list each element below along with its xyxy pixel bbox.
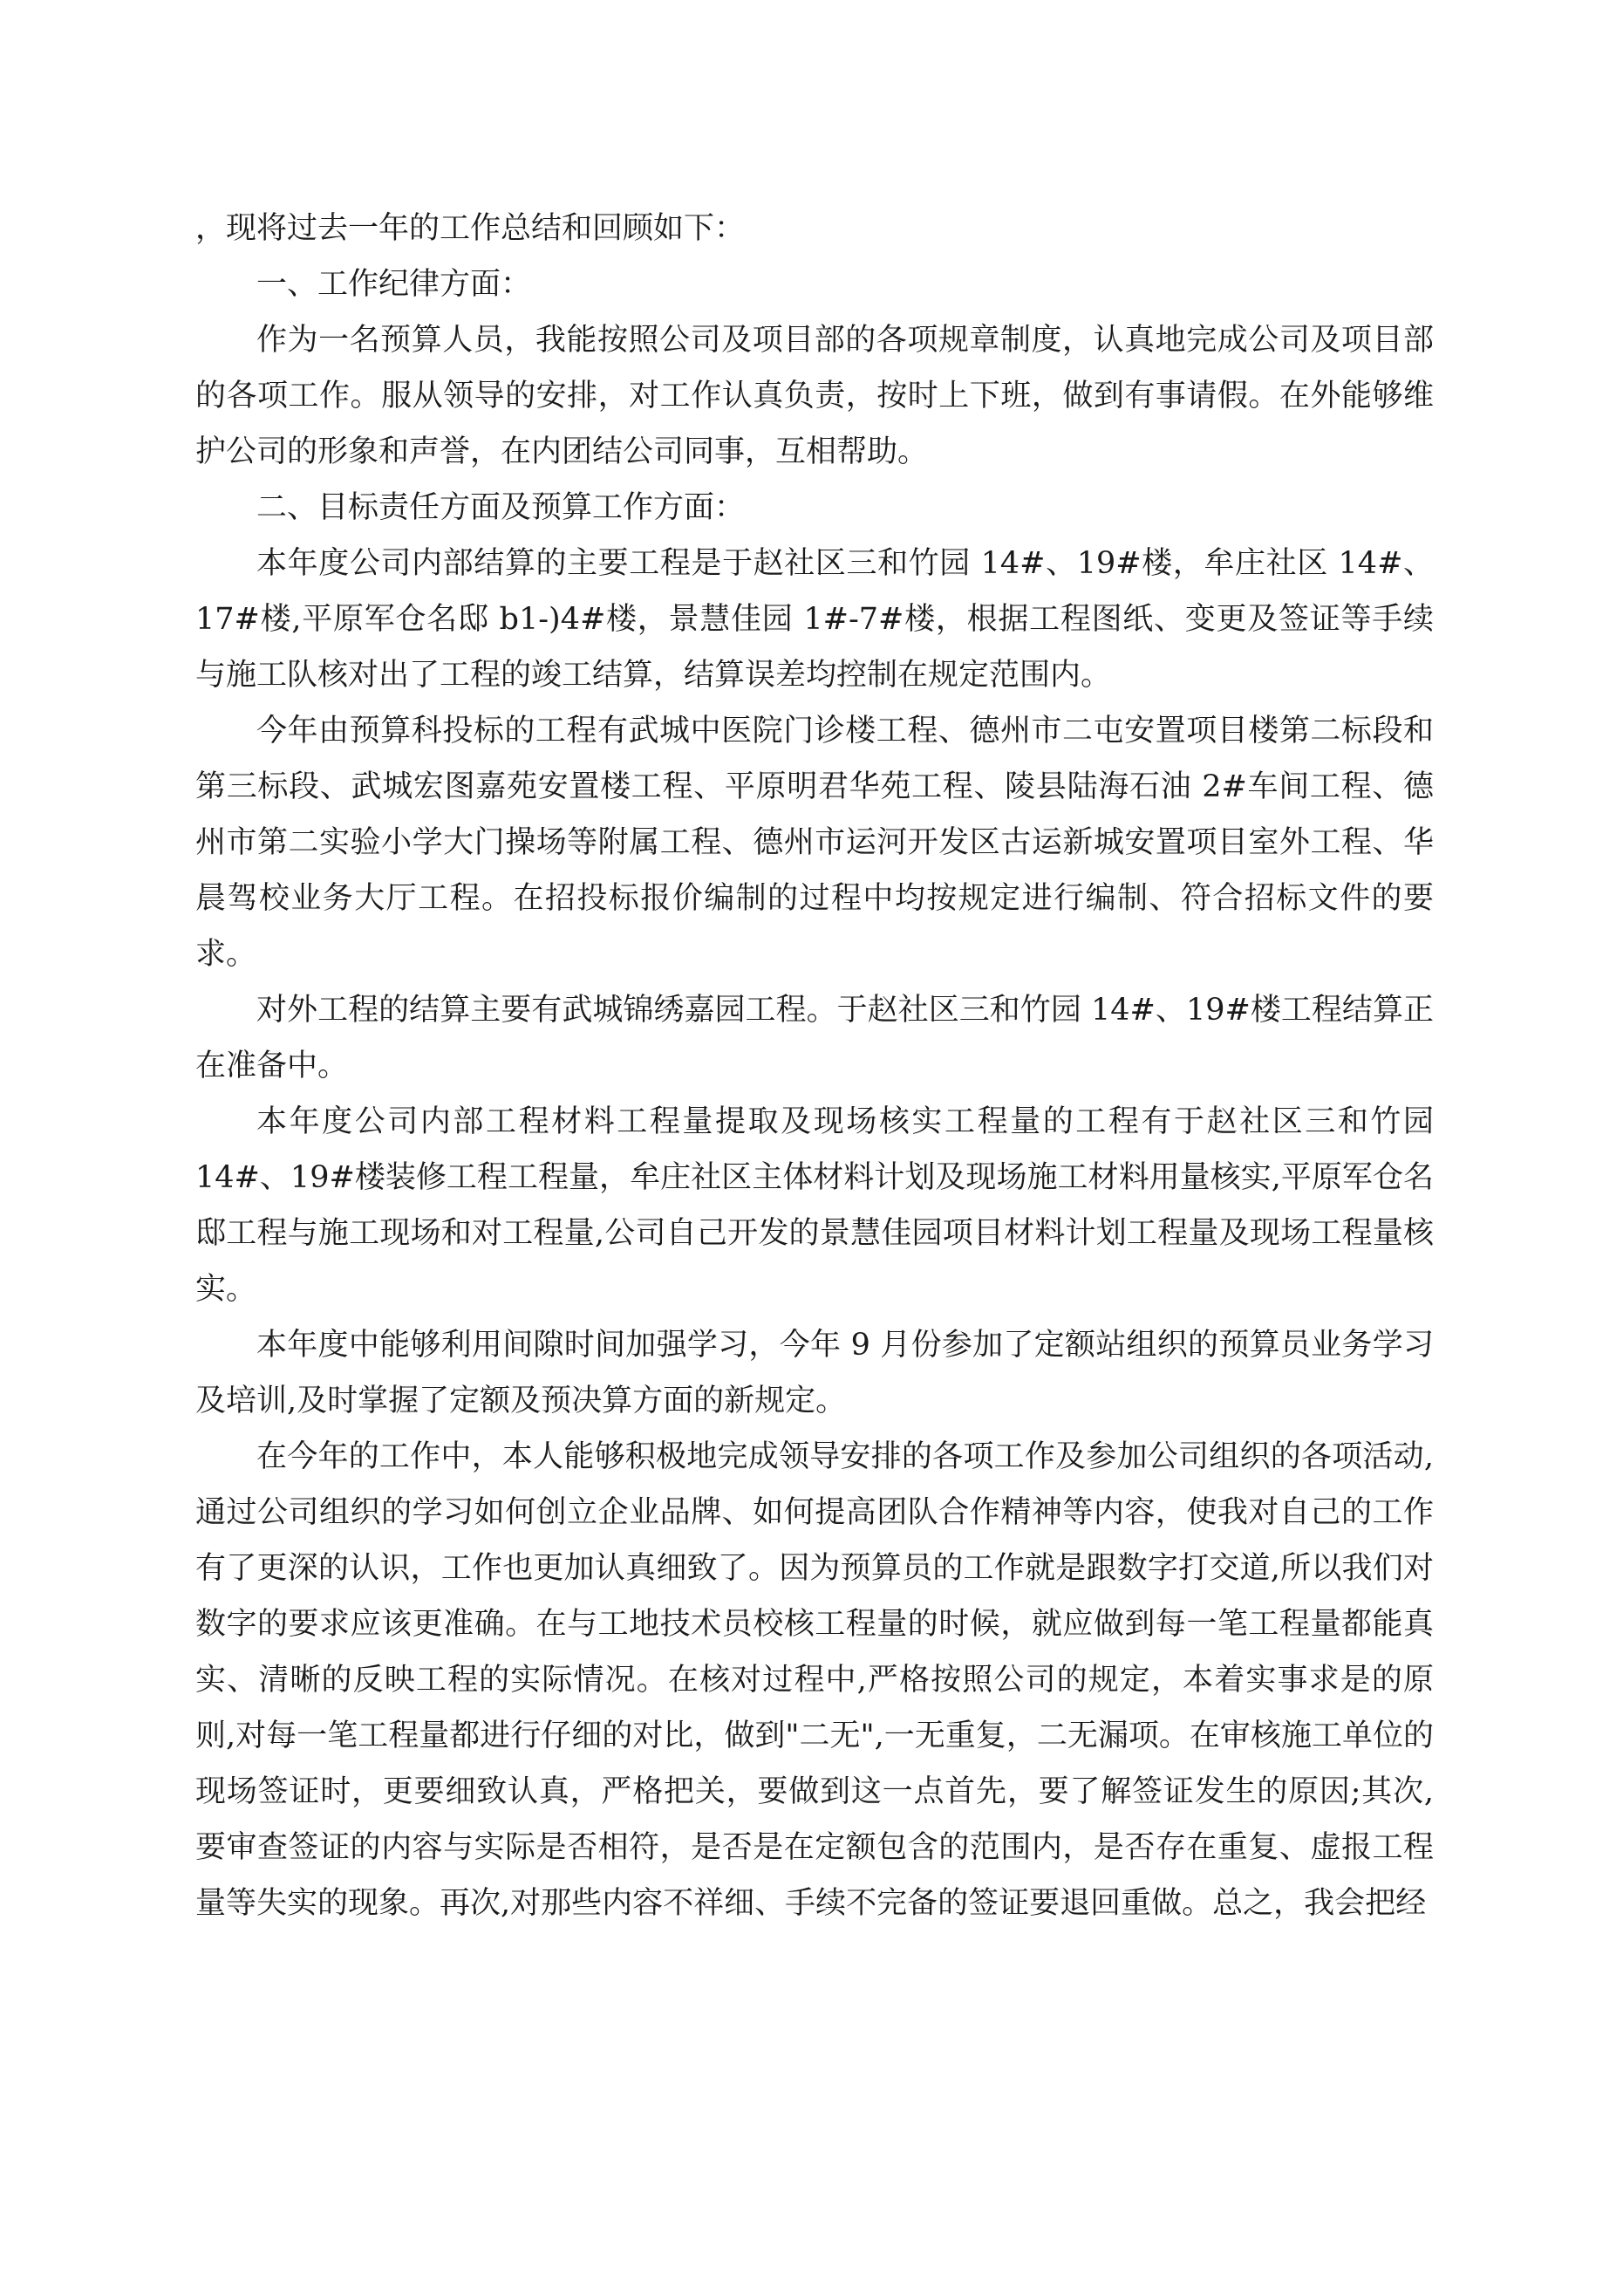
intro-paragraph: ，现将过去一年的工作总结和回顾如下： <box>195 211 746 246</box>
body-paragraph: 今年由预算科投标的工程有武城中医院门诊楼工程、德州市二屯安置项目楼第二标段和第三标段、武城宏图嘉苑安置楼工程、平原明君华苑工程、陵县陆海石油 2#车间工程、德州市第二实验小学大门操场等附属工程、德州市运河开发区古运新城安置项目室外工程、华晨驾校业务大厅工程。在招投标报价编制的过程中均按规定进行编制、符合招标文件的要求。 <box>195 714 1434 972</box>
body-paragraph: 在今年的工作中，本人能够积极地完成领导安排的各项工作及参加公司组织的各项活动,通过公司组织的学习如何创立企业品牌、如何提高团队合作精神等内容，使我对自己的工作有了更深的认识，工作也更加认真细致了。因为预算员的工作就是跟数字打交道,所以我们对数字的要求应该更准确。在与工地技术员校核工程量的时候，就应做到每一笔工程量都能真实、清晰的反映工程的实际情况。在核对过程中,严格按照公司的规定，本着实事求是的原则,对每一笔工程量都进行仔细的对比，做到"二无",一无重复，二无漏项。在审核施工单位的现场签证时，更要细致认真，严格把关，要做到这一点首先，要了解签证发生的原因;其次,要审查签证的内容与实际是否相符，是否是在定额包含的范围内，是否存在重复、虚报工程量等失实的现象。再次,对那些内容不祥细、手续不完备的签证要退回重做。总之，我会把经 <box>195 1439 1434 1921</box>
body-paragraph: 本年度公司内部工程材料工程量提取及现场核实工程量的工程有于赵社区三和竹园 14#、19#楼装修工程工程量，牟庄社区主体材料计划及现场施工材料用量核实,平原军仓名邸工程与施工现场和对工程量,公司自己开发的景慧佳园项目材料计划工程量及现场工程量核实。 <box>195 1104 1434 1307</box>
section-heading-target-responsibility: 二、目标责任方面及预算工作方面： <box>256 490 746 525</box>
body-paragraph: 本年度公司内部结算的主要工程是于赵社区三和竹园 14#、19#楼，牟庄社区 14#、17#楼,平原军仓名邸 b1-)4#楼，景慧佳园 1#-7#楼，根据工程图纸、变更及签证等手续与施工队核对出了工程的竣工结算，结算误差均控制在规定范围内。 <box>195 546 1434 693</box>
section-heading-work-discipline: 一、工作纪律方面： <box>256 267 532 302</box>
body-paragraph: 作为一名预算人员，我能按照公司及项目部的各项规章制度，认真地完成公司及项目部的各项工作。服从领导的安排，对工作认真负责，按时上下班，做到有事请假。在外能够维护公司的形象和声誉，在内团结公司同事，互相帮助。 <box>195 323 1434 469</box>
body-paragraph: 本年度中能够利用间隙时间加强学习，今年 9 月份参加了定额站组织的预算员业务学习及培训,及时掌握了定额及预决算方面的新规定。 <box>195 1328 1434 1418</box>
document-body <box>195 201 1434 1931</box>
body-paragraph: 对外工程的结算主要有武城锦绣嘉园工程。于赵社区三和竹园 14#、19#楼工程结算正在准备中。 <box>195 993 1434 1083</box>
